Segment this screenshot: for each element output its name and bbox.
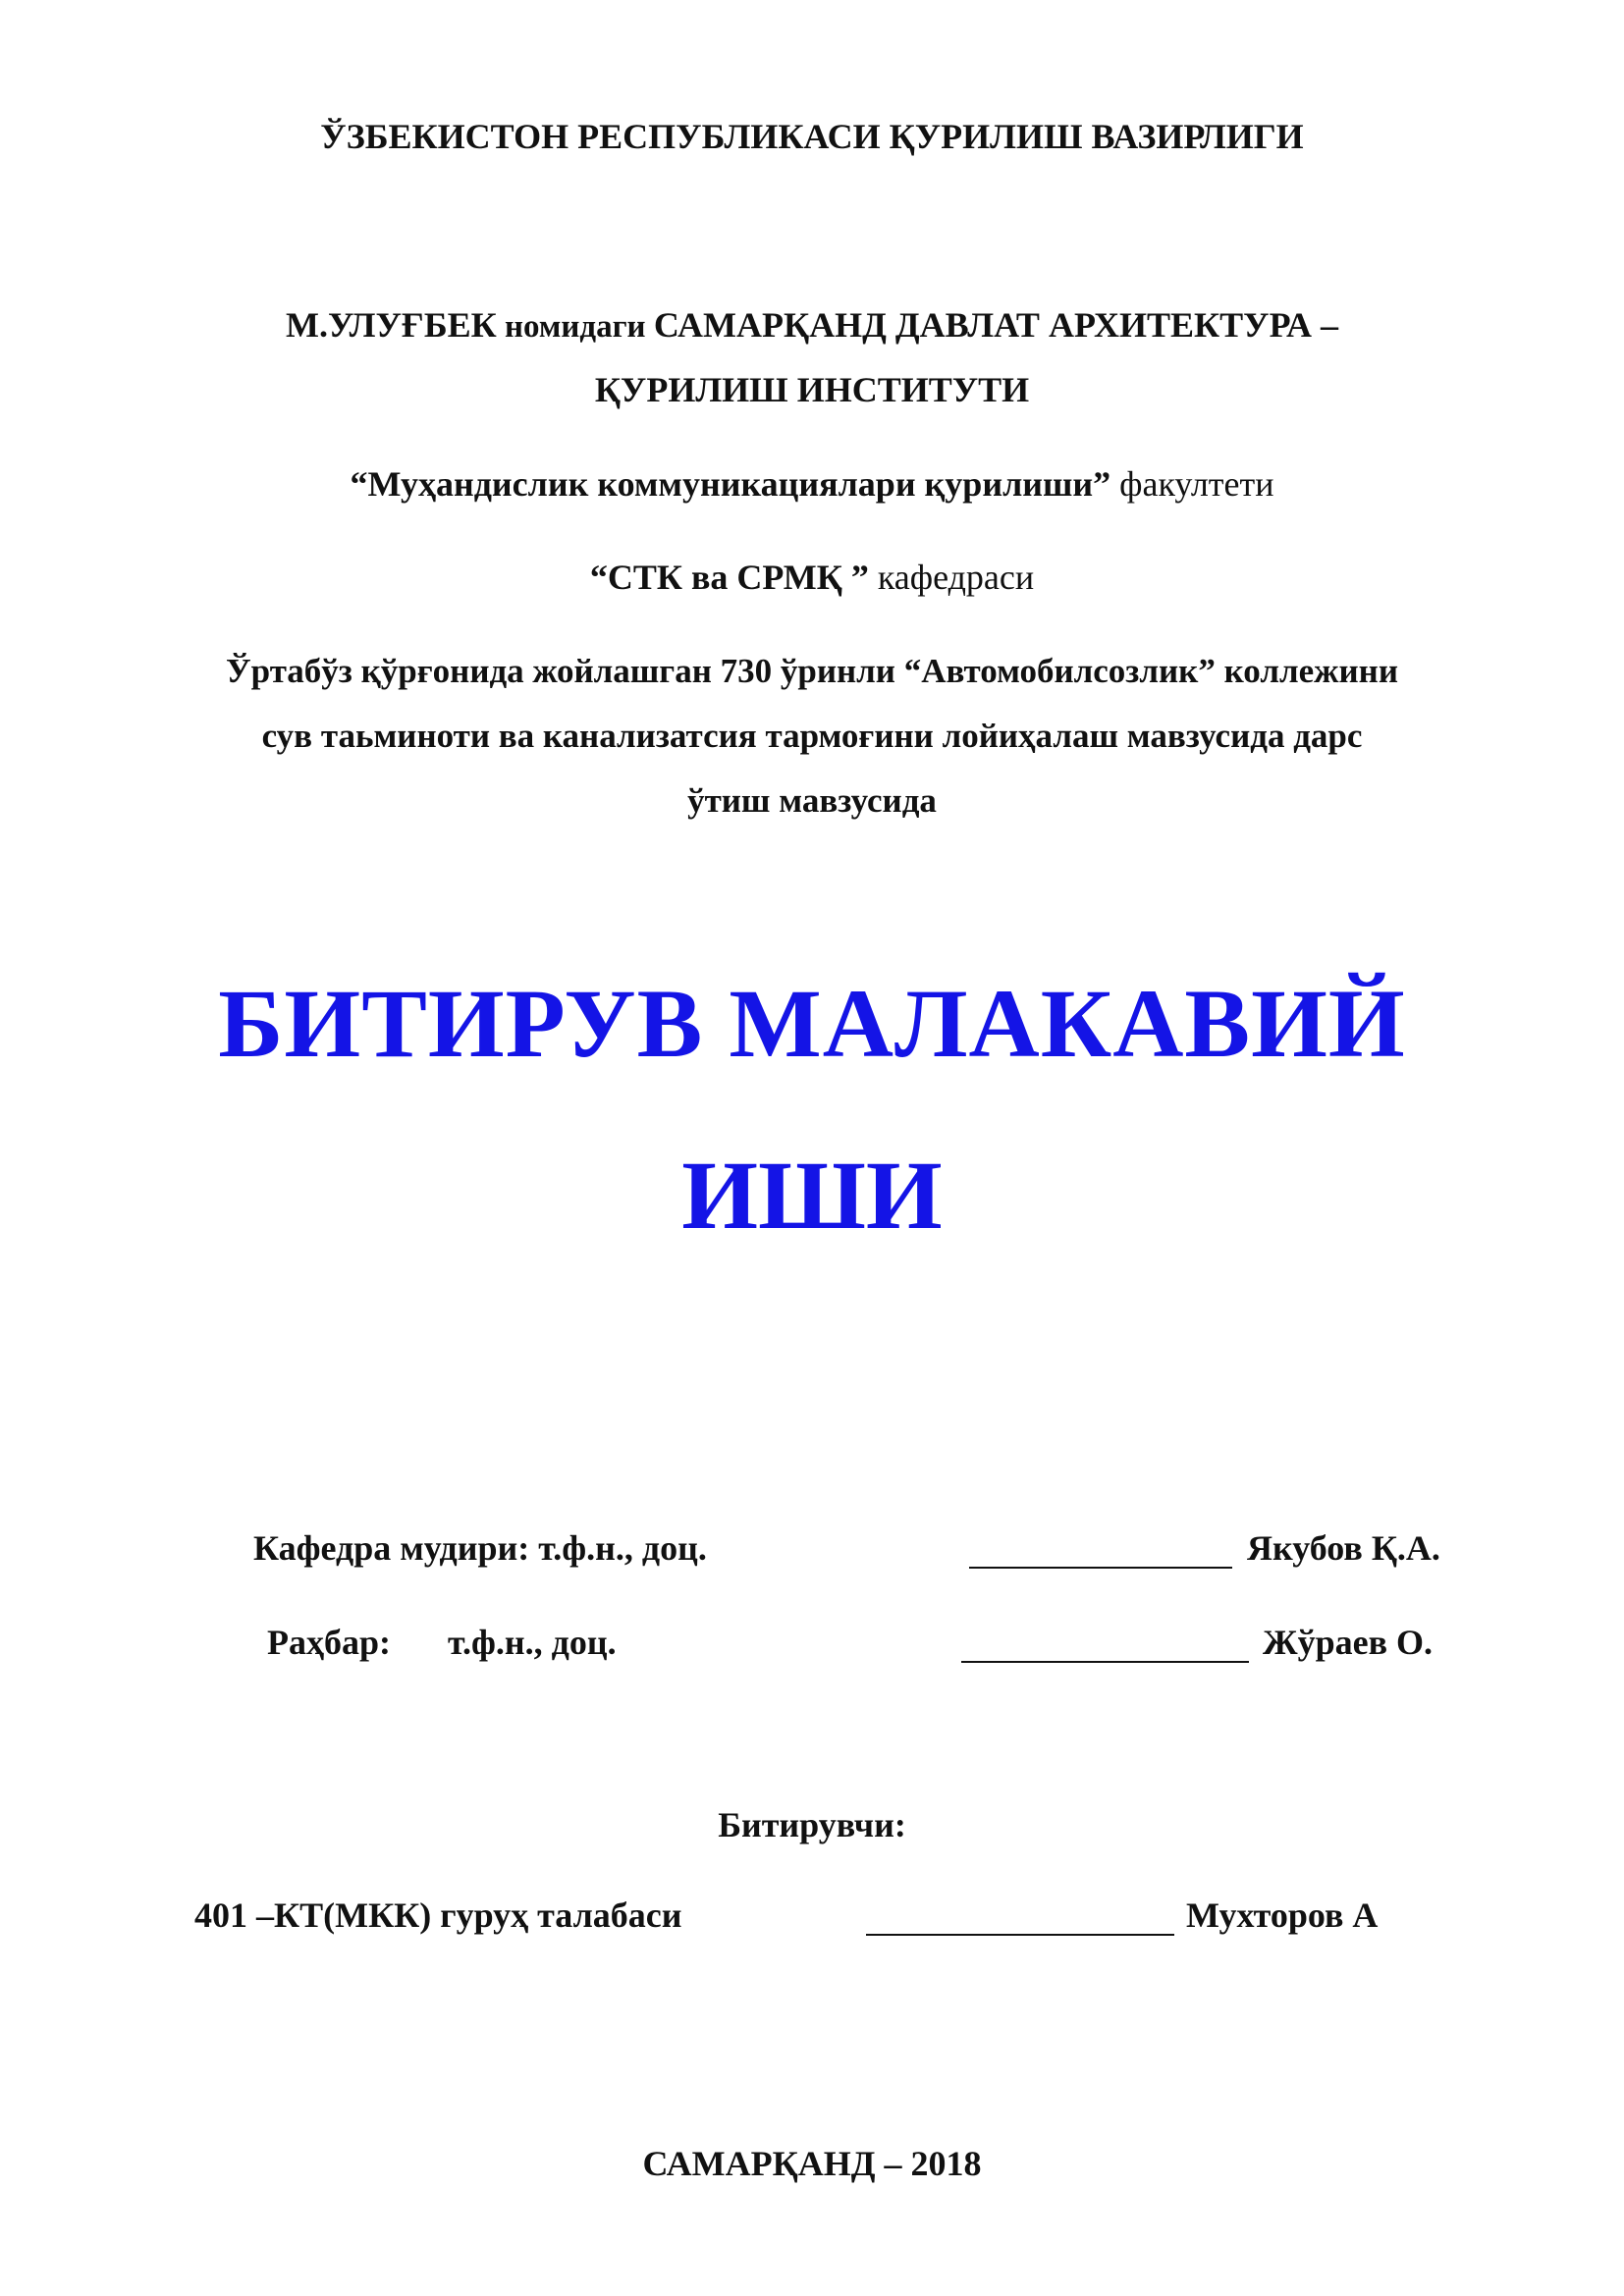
head-signature-line: [969, 1567, 1232, 1569]
student-name: Мухторов А: [1186, 1896, 1379, 1935]
faculty-suffix: факултети: [1110, 464, 1274, 504]
graduate-heading: Битирувчи:: [718, 1805, 906, 1844]
institute-name-line1: [0, 304, 1624, 346]
department-name: “СТК ва СРМҚ ”: [589, 558, 869, 597]
supervisor-degree: т.ф.н., доц.: [448, 1623, 617, 1662]
supervisor-signature-line: [961, 1661, 1249, 1663]
faculty-line: [0, 463, 1624, 505]
topic-line-3: ўтиш мавзусида: [687, 781, 937, 820]
department-line: [0, 557, 1624, 598]
document-title-line2: ИШИ: [681, 1141, 943, 1250]
ministry-heading: ЎЗБЕКИСТОН РЕСПУБЛИКАСИ ҚУРИЛИШ ВАЗИРЛИГИ: [320, 117, 1304, 156]
student-group-label: 401 –КТ(МКК) гуруҳ талабаси: [194, 1896, 682, 1935]
document-title-line1: БИТИРУВ МАЛАКАВИЙ: [218, 969, 1406, 1078]
faculty-name: “Муҳандислик коммуникациялари қурилиши”: [350, 464, 1111, 504]
department-suffix: кафедраси: [868, 558, 1035, 597]
head-of-department-label: Кафедра мудири: т.ф.н., доц.: [253, 1528, 707, 1568]
supervisor-name: Жўраев О.: [1263, 1623, 1434, 1662]
topic-line-1: Ўртабўз қўрғонида жойлашган 730 ўринли “Автомобилсозлик” коллежини: [226, 652, 1398, 690]
institute-namesake: М.УЛУҒБЕК: [286, 305, 497, 345]
institute-name-main: САМАРҚАНД ДАВЛАТ АРХИТЕКТУРА –: [653, 305, 1338, 345]
supervisor-label: Раҳбар:: [267, 1623, 391, 1662]
institute-name-line2: ҚУРИЛИШ ИНСТИТУТИ: [594, 370, 1030, 409]
student-signature-line: [866, 1934, 1174, 1936]
head-of-department-name: Якубов Қ.А.: [1247, 1528, 1440, 1568]
institute-namesake-suffix: номидаги: [496, 309, 654, 345]
city-year: САМАРҚАНД – 2018: [642, 2144, 982, 2183]
topic-line-2: сув таьминоти ва канализатсия тармоғини лойиҳалаш мавзусида дарс: [261, 717, 1363, 755]
